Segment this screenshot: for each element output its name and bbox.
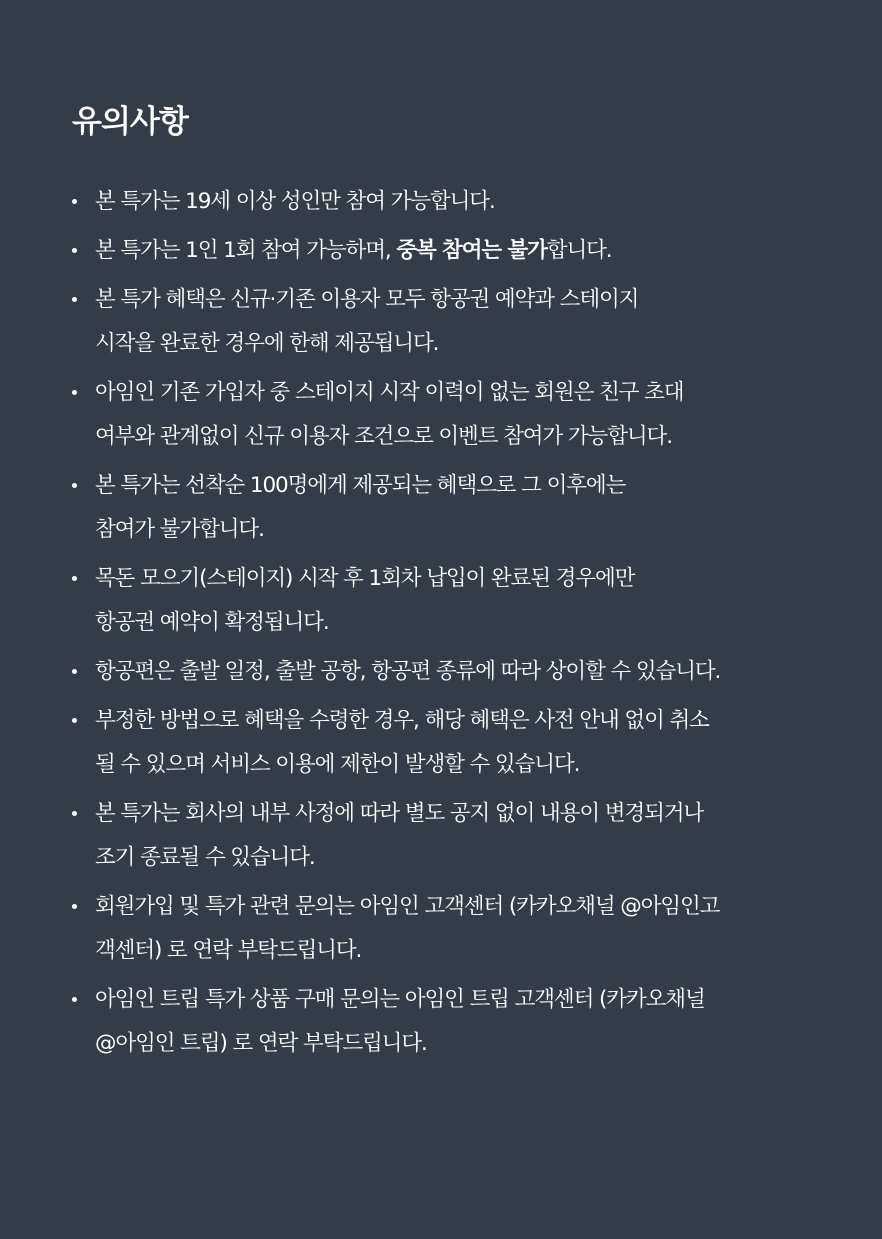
bullet-dot-icon — [72, 997, 77, 1002]
notice-text: 본 특가는 1인 1회 참여 가능하며, — [95, 238, 397, 263]
notice-item — [72, 229, 817, 273]
notice-emphasis: 중복 참여는 불가 — [396, 238, 547, 263]
notice-line: 객센터) 로 연락 부탁드립니다. — [95, 938, 362, 963]
bullet-dot-icon — [72, 390, 77, 395]
notice-item — [72, 885, 817, 973]
bullet-dot-icon — [72, 718, 77, 723]
notice-line: 본 특가는 선착순 100명에게 제공되는 혜택으로 그 이후에는 — [95, 473, 626, 498]
notice-line: 아임인 기존 가입자 중 스테이지 시작 이력이 없는 회원은 친구 초대 — [95, 380, 684, 405]
notice-line: 본 특가는 회사의 내부 사정에 따라 별도 공지 없이 내용이 변경되거나 — [95, 801, 704, 826]
notice-list — [72, 180, 817, 1071]
notice-item — [72, 278, 817, 366]
notice-line: @아임인 트립) 로 연락 부탁드립니다. — [95, 1031, 427, 1056]
notice-text: 합니다. — [546, 238, 612, 263]
notice-item — [72, 650, 817, 694]
notice-item — [72, 978, 817, 1066]
notice-item — [72, 180, 817, 224]
notice-line: 목돈 모으기(스테이지) 시작 후 1회차 납입이 완료된 경우에만 — [95, 566, 635, 591]
bullet-dot-icon — [72, 669, 77, 674]
notice-line: 항공편은 출발 일정, 출발 공항, 항공편 종류에 따라 상이할 수 있습니다. — [95, 659, 721, 684]
notice-item — [72, 557, 817, 645]
notice-line: 본 특가 혜택은 신규·기존 이용자 모두 항공권 예약과 스테이지 — [95, 287, 639, 312]
notice-title: 유의사항 — [72, 104, 188, 140]
notice-line: 아임인 트립 특가 상품 구매 문의는 아임인 트립 고객센터 (카카오채널 — [95, 987, 705, 1012]
notice-item — [72, 699, 817, 787]
bullet-dot-icon — [72, 904, 77, 909]
notice-line: 회원가입 및 특가 관련 문의는 아임인 고객센터 (카카오채널 @아임인고 — [95, 894, 720, 919]
notice-line: 참여가 불가합니다. — [95, 517, 264, 542]
bullet-dot-icon — [72, 576, 77, 581]
bullet-dot-icon — [72, 811, 77, 816]
notice-item — [72, 464, 817, 552]
notice-item — [72, 792, 817, 880]
notice-line: 본 특가는 19세 이상 성인만 참여 가능합니다. — [95, 189, 495, 214]
notice-line: 될 수 있으며 서비스 이용에 제한이 발생할 수 있습니다. — [95, 752, 580, 777]
bullet-dot-icon — [72, 248, 77, 253]
notice-line — [95, 229, 817, 273]
notice-line: 여부와 관계없이 신규 이용자 조건으로 이벤트 참여가 가능합니다. — [95, 424, 672, 449]
bullet-dot-icon — [72, 297, 77, 302]
notice-line: 부정한 방법으로 혜택을 수령한 경우, 해당 혜택은 사전 안내 없이 취소 — [95, 708, 709, 733]
bullet-dot-icon — [72, 483, 77, 488]
bullet-dot-icon — [72, 199, 77, 204]
notice-line: 항공권 예약이 확정됩니다. — [95, 610, 329, 635]
notice-item — [72, 371, 817, 459]
notice-line: 조기 종료될 수 있습니다. — [95, 845, 315, 870]
notice-line: 시작을 완료한 경우에 한해 제공됩니다. — [95, 331, 439, 356]
